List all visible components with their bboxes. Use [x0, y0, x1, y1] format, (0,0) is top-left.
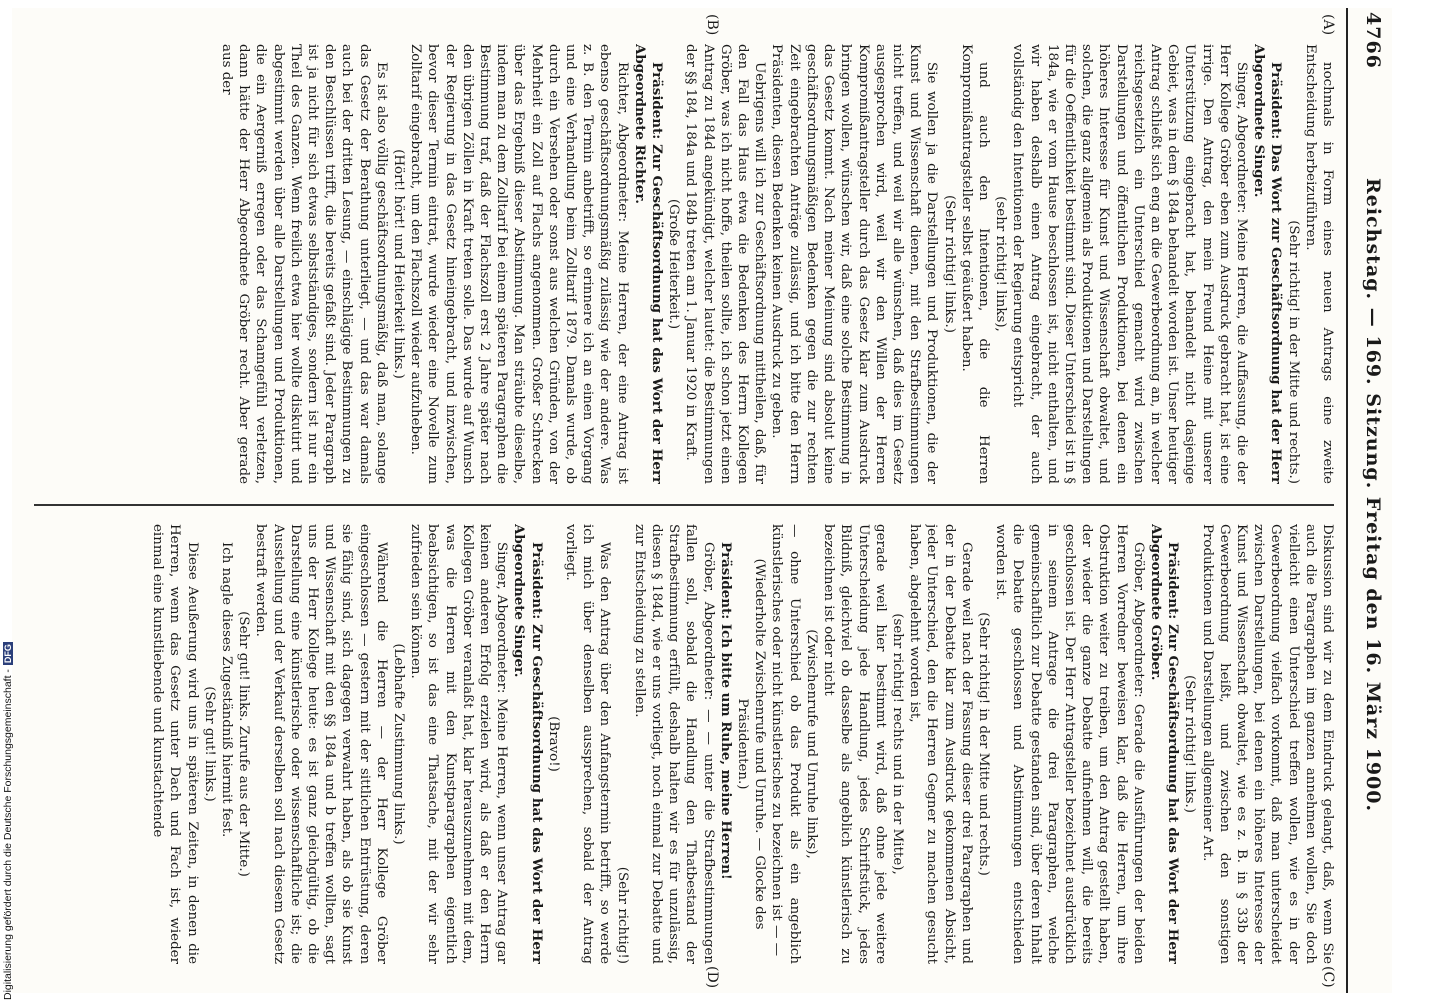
speaker-paragraph: Präsident: Zur Geschäftsordnung hat das Wort der Herr Abgeordnete Gröber. [1147, 524, 1182, 964]
paragraph: Singer, Abgeordneter: Meine Herren, wenn unser Antrag gar keinen anderen Erfolg erzielen wird, als daß er den Herrn Kollegen Gröber veranlaßt hat, klar herauszunehmen mit dem, was die Herren mit den Kunstparagraphen eigentlich beabsichtigen, so ist das eine Thatsache, mit der wir sehr zufrieden sein können. [408, 524, 510, 964]
header-rule [1346, 8, 1348, 993]
page-header [1348, 8, 1392, 993]
interjection: (Hört! hört! und Heiterkeit links.) [391, 149, 407, 379]
paragraph: Diese Aeußerung wird uns in späteren Zeiten, in denen die Herren, wenn das Gesetz unter Dach und Fach ist, wieder einmal eine kunstliebende und kunstachtende [150, 524, 200, 964]
page-number: 4766 [1362, 12, 1384, 69]
left-column [26, 44, 1336, 484]
column-divider [34, 504, 1334, 506]
interjection: (Sehr gut! links.) [201, 686, 217, 802]
interjection: (Wiederholte Zwischenrufe und Unruhe. — Glocke des Präsidenten.) [735, 558, 768, 930]
interjection: (Zwischenrufe und Unruhe links), [803, 629, 819, 859]
page-title: Reichstag. — 169. Sitzung. Freitag den 16. März 1900. [1362, 178, 1384, 813]
paragraph: Während die Herren — der Herr Kollege Gröber eingeschlossen — gestern mit der sittlichen Entrüstung, deren sie fähig sind, sich dagegen verwahrt haben, als ob sie Kunst und Wissenschaft mit den §§ 184a und b treffen wollten, sagt uns der Herr Kollege heute: es ist ganz gleichgültig, ob die Darstellung eine künstlerische oder wissenschaftliche ist; die Ausstellung und der Verkauf derselben soll nach diesem Gesetz bestraft werden. [253, 524, 389, 964]
paragraph: Ich nagle dieses Zugeständniß hiermit fest. [219, 542, 234, 838]
paragraph: — ohne Unterschied ob das Produkt als ein angeblich künstlerisches oder nicht künstlerisches zu bezeichnen ist — — [769, 524, 802, 964]
digitization-credit [2, 10, 16, 1000]
interjection: (Sehr richtig!) [614, 866, 630, 964]
paragraph: Gröber, Abgeordneter: Gerade die Ausführungen der beiden Herren Vorredner beweisen klar, daß die Herren, um ihre Obstruktion weiter zu treiben, um den Antrag gestellt haben, der wieder die ganze Debatte aufnehmen will, die bereits geschlossen ist. Der Herr Antragsteller bezeichnet ausdrücklich in seinem Antrage die drei Paragraphen, welche gemeinschaftlich zur Debatte gestanden sind, über deren Inhalt die Debatte geschlossen und Abstimmungen entschieden worden ist. [993, 524, 1146, 964]
credit-text: Digitalisierung gefördert durch die Deutsche Forschungsgemeinschaft - [2, 669, 14, 1000]
paragraph: Uebrigens will ich zur Geschäftsordnung mittheilen, daß, für den Fall das Haus etwa die Bedenken des Herrn Kollegen Gröber, was ich nicht hoffe, theilen sollte, ich schon jetzt einen Antrag zu 184d angekündigt, welcher lautet: die Bestimmungen der §§ 184, 184a und 184b treten am 1. Januar 1920 in Kraft. [683, 44, 768, 484]
paragraph: gerade weil hier bestimmt wird, daß ohne jede weitere Unterscheidung jede Handlung, jedes Schriftstück, jedes Bildniß, gleichviel ob dasselbe als angeblich künstlerisch zu bezeichnen ist oder nicht [821, 524, 888, 964]
margin-mark-d: (D) [704, 966, 720, 989]
speaker-paragraph: Präsident: Ich bitte um Ruhe, meine Herren! [717, 542, 734, 880]
paragraph: Sie wollen ja die Darstellungen und Produktionen, die der Kunst und Wissenschaft dienen, mit den Strafbestimmungen nicht treffen, und weil wir alle wünschen, daß dies im Gesetz ausgesprochen wird, weil wir den Willen der Herren Kompromißantragsteller durch das Gesetz klar zum Ausdruck bringen wollen, wünschen wir, daß eine solche Bestimmung in das Gesetz kommt. Nach meiner Meinung sind absolut keine geschäftsordnungsmäßigen Bedenken gegen die zur rechten Zeit eingebrachten Anträge zulässig, und ich bitte den Herrn Präsidenten, diesen Bedenken keinen Ausdruck zu geben. [769, 44, 940, 484]
interjection: (Lebhafte Zustimmung links.) [391, 643, 407, 845]
interjection: (Sehr richtig! links.) [1182, 675, 1198, 813]
paragraph: Gerade weil nach der Fassung dieser drei Paragraphen und der in der Debatte klar zum Ausdruck gekommenen Absicht, jeder Unterschied, den die Herren Gegner zu machen gesucht haben, abgelehnt worden ist, [907, 524, 974, 964]
speaker-paragraph: Präsident: Zur Geschäftsordnung hat das Wort der Herr Abgeordnete Singer. [511, 524, 545, 964]
paragraph: und auch den Intentionen, die die Herren Kompromißantragsteller selbst geäußert haben. [958, 44, 991, 484]
margin-mark-a: (A) [1320, 14, 1336, 36]
interjection: (Große Heiterkeit.) [666, 198, 682, 330]
paragraph: Richter, Abgeordneter: Meine Herren, der eine Antrag ist ebenso geschäftsordnungsmäßig zulässig wie der andere. Was z. B. den Termin anbetrifft, so erinnere ich an einen Vorgang und eine Verhandlung beim Zolltarif 1879. Damals wurde, ob durch ein Versehen oder sonst aus welchen Gründen, von der Mehrheit ein Zoll auf Flachs angenommen. Großer Schrecken über das Ergebniß dieser Abstimmung. Man sträubte dieselbe, indem man zu dem Zolltarif bei einem späteren Paragraphen die Bestimmung traf, daß der Flachszoll erst 2 Jahre später nach den übrigen Zöllen in Kraft treten solle. Das wurde auf Wunsch der Regierung in das Gesetz hineingebracht, und inzwischen, bevor dieser Termin eintrat, wurde wieder eine Novelle zum Zolltarif eingebracht, um den Flachszoll wieder aufzuheben. [408, 44, 630, 484]
margin-mark-c: (C) [1320, 966, 1336, 988]
speaker-paragraph: Präsident: Zur Geschäftsordnung hat das Wort der Herr Abgeordnete Richter. [631, 44, 666, 484]
speaker-paragraph: Präsident: Das Wort zur Geschäftsordnung hat der Herr Abgeordnete Singer. [1251, 44, 1285, 484]
paragraph: Es ist also völlig geschäftsordnungsmäßig, daß man, solange das Gesetz der Berathung unterliegt, — und das war damals auch bei der dritten Lesung, — einschlägige Bestimmungen zu den Beschlüssen trifft, die bereits gefaßt sind. Jeder Paragraph ist ja nicht für sich etwas selbstständiges, sondern ist nur ein Theil des Ganzen. Wenn freilich etwa hier wollte diskutirt und abgestimmt werden über alle Darstellungen und Produktionen, die ein Aergerniß erregen oder das Schamgefühl verletzen, dann hätte der Herr Abgeordnete Gröber recht. Aber gerade aus der [219, 44, 389, 484]
paragraph: Was den Antrag über den Anfangstermin betrifft, so werde ich mich über denselben aussprechen, sobald der Antrag vorliegt. [563, 524, 613, 964]
interjection: (Bravo!) [545, 716, 561, 772]
interjection: (sehr richtig! links), [993, 196, 1009, 332]
rotated-document-page [12, 8, 1392, 993]
margin-mark-b: (B) [704, 14, 720, 36]
interjection: (Sehr richtig! in der Mitte und rechts.) [1285, 220, 1301, 484]
interjection: (Sehr richtig! links.) [941, 195, 957, 333]
interjection: (Sehr richtig! in der Mitte und rechts.) [975, 612, 991, 876]
dfg-logo: DFG [3, 644, 13, 664]
interjection: (Sehr gut! links. Zurufe aus der Mitte.) [236, 611, 252, 877]
right-column [26, 524, 1336, 964]
paragraph: Diskussion sind wir zu dem Eindruck gelangt, daß, wenn Sie auch die Paragraphen im ganzen annehmen wollen, Sie doch vielleicht einen Unterschied treffen wollen, wie es in der Gewerbeordnung vielfach vorkommt, daß man unterscheidet zwischen Darstellungen, bei denen ein höheres Interesse der Kunst und Wissenschaft obwaltet, wie es z. B. in § 33b der Gewerbeordnung heißt, und zwischen den sonstigen Produktionen und Darstellungen allgemeiner Art. [1199, 524, 1335, 964]
interjection: (sehr richtig! rechts und in der Mitte), [889, 613, 905, 875]
paragraph: Gröber, Abgeordneter: — — unter die Strafbestimmungen fallen soll, sobald die Handlung den Thatbestand der Strafbestimmung erfüllt, deshalb halten wir es für unzulässig, diesen § 184d, wie er uns vorliegt, noch einmal zur Debatte und zur Entscheidung zu stellen. [631, 524, 716, 964]
paragraph: Singer, Abgeordneter: Meine Herren, die Auffassung, die der Herr Kollege Gröber eben zum Ausdruck gebracht hat, ist eine irrige. Den Antrag, den mein Freund Heine mit unserer Unterstützung eingebracht hat, behandelt nicht dasjenige Gebiet, was in dem § 184a behandelt worden ist. Unser heutiger Antrag schließt sich eng an die Gewerbeordnung an, in welcher reichsgesetzlich ein Unterschied gemacht wird zwischen Darstellungen und öffentlichen Produktionen, bei denen ein höheres Interesse für Kunst und Wissenschaft obwaltet, und solchen, die ganz allgemein als Produktionen und Darstellungen für die Oeffentlichkeit bestimmt sind. Dieser Unterschied ist in § 184a, wie er vom Hause beschlossen ist, nicht enthalten, und wir haben deshalb einen Antrag eingebracht, der auch vollständig den Intentionen der Regierung entspricht [1010, 44, 1249, 484]
paragraph: nochmals in Form eines neuen Antrags eine zweite Entscheidung herbeizuführen. [1302, 44, 1335, 484]
